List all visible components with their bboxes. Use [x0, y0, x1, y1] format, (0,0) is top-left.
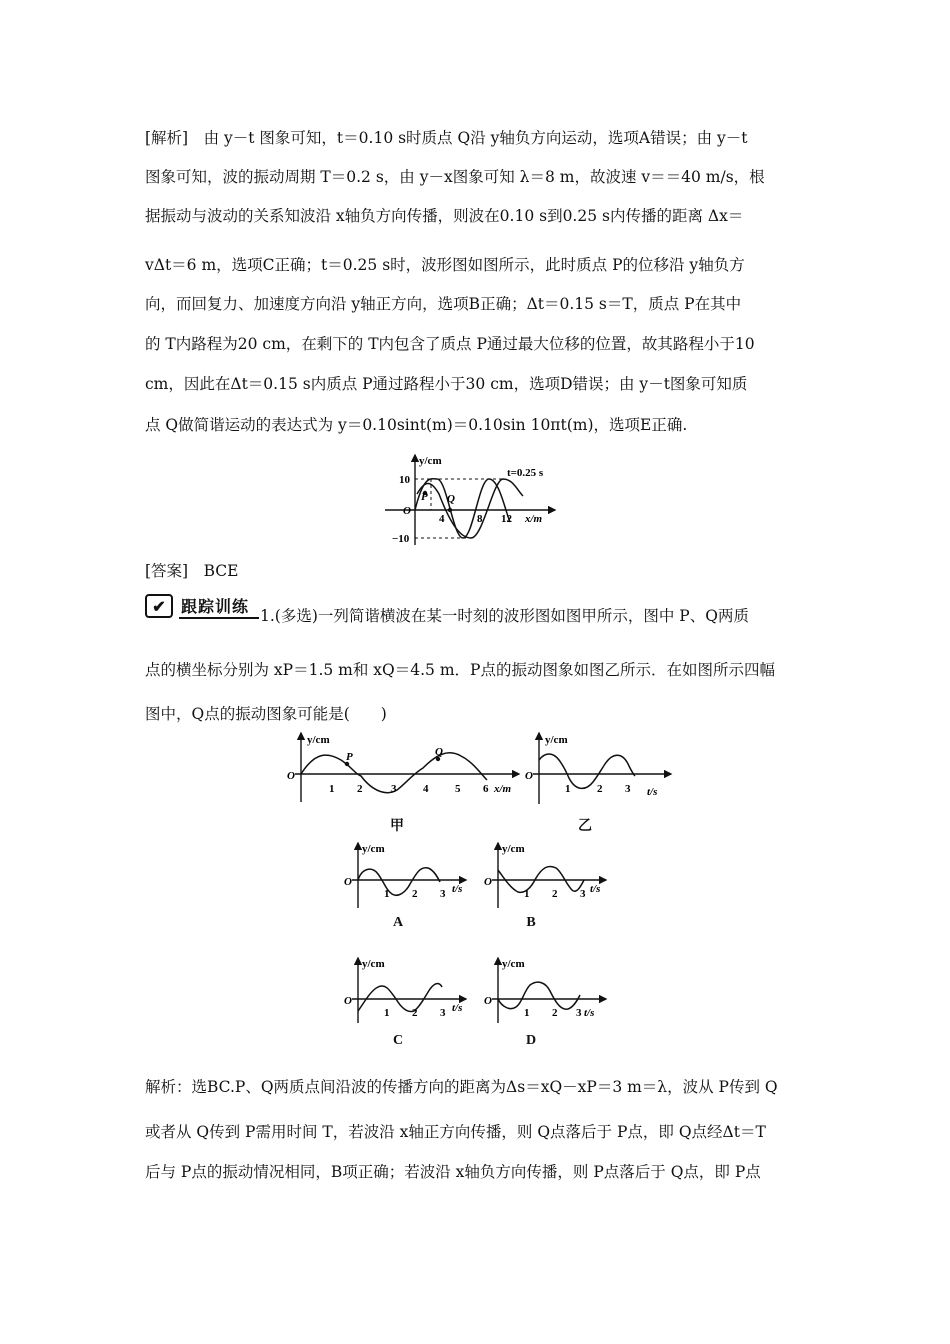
tick-label: 1	[384, 1007, 390, 1019]
option-b-caption: B	[526, 915, 536, 930]
x-axis-label: t/s	[452, 883, 463, 895]
y-axis-label: y/cm	[362, 958, 385, 970]
tick-label: 8	[477, 513, 483, 525]
tick-label: 3	[625, 783, 631, 795]
option-a-caption: A	[392, 915, 404, 930]
analysis-line: 据振动与波动的关系知波沿 x轴负方向传播，则波在0.10 s到0.25 s内传播的距离 Δx＝	[145, 207, 744, 225]
option-d-caption: D	[525, 1033, 537, 1048]
tick-label: 2	[597, 783, 603, 795]
x-axis-label: x/m	[494, 783, 512, 795]
x-axis-label: t/s	[590, 883, 601, 895]
vibration-curve	[539, 754, 635, 788]
origin-label: O	[403, 505, 411, 517]
analysis-line: cm，因此在Δt＝0.15 s内质点 P通过路程小于30 cm，选项D错误；由 y－t图象可知质	[145, 375, 748, 393]
solution-line: 解析：选BC.P、Q两质点间沿波的传播方向的距离为Δs＝xQ－xP＝3 m＝λ，波从 P传到 Q	[145, 1078, 778, 1096]
figure-yi-caption: 乙	[578, 819, 592, 834]
tick-label: 1	[329, 783, 335, 795]
y-axis-label: y/cm	[502, 843, 525, 855]
tick-label: 1	[384, 888, 390, 900]
origin-label: O	[525, 770, 533, 782]
tick-label: 2	[412, 888, 418, 900]
tick-label: 3	[580, 888, 586, 900]
analysis-line: 图象可知，波的振动周期 T＝0.2 s，由 y－x图象可知 λ＝8 m，故波速 v＝＝40 m/s，根	[145, 168, 765, 186]
analysis-line: 的 T内路程为20 cm，在剩下的 T内包含了质点 P通过最大位移的位置，故其路程小于10	[145, 335, 755, 353]
q-label: Q	[447, 493, 455, 505]
origin-label: O	[344, 995, 352, 1007]
x-axis-label: x/m	[525, 513, 543, 525]
tick-label: 6	[483, 783, 489, 795]
origin-label: O	[287, 770, 295, 782]
tick-label: 1	[524, 1007, 530, 1019]
tick-label: 2	[357, 783, 363, 795]
tick-label: 3	[440, 1007, 446, 1019]
tick-label: 3	[440, 888, 446, 900]
practice-badge	[145, 595, 259, 617]
y-axis-label: y/cm	[545, 734, 568, 746]
figure-yi	[525, 730, 675, 805]
option-a-graph	[340, 840, 470, 910]
time-label: t=0.25 s	[507, 467, 544, 479]
analysis-line: [解析] 由 y－t 图象可知，t＝0.10 s时质点 Q沿 y轴负方向运动，选项A错误；由 y－t	[145, 129, 748, 147]
x-axis-label: t/s	[584, 1007, 595, 1019]
p-label: P	[421, 491, 428, 503]
origin-label: O	[484, 995, 492, 1007]
q-label: Q	[435, 746, 443, 758]
y-top-label: 10	[399, 474, 410, 486]
y-axis-label: y/cm	[419, 455, 442, 467]
vibration-curve	[358, 868, 440, 896]
vibration-curve	[358, 984, 442, 1012]
solution-line: 后与 P点的振动情况相同，B项正确；若波沿 x轴负方向传播，则 P点落后于 Q点，即 P点	[145, 1163, 761, 1181]
option-d-graph	[480, 955, 610, 1025]
tick-label: 3	[576, 1007, 582, 1019]
tick-label: 4	[439, 513, 445, 525]
origin-label: O	[484, 876, 492, 888]
tick-label: 5	[455, 783, 461, 795]
figure-jia	[283, 730, 523, 805]
tick-label: 1	[565, 783, 571, 795]
checkmark-icon: ✔	[145, 594, 173, 618]
analysis-line: 向，而回复力、加速度方向沿 y轴正方向，选项B正确；Δt＝0.15 s＝T，质点 P在其中	[145, 295, 742, 313]
option-c-graph	[340, 955, 470, 1025]
tick-label: 2	[552, 888, 558, 900]
analysis-line: vΔt＝6 m，选项C正确；t＝0.25 s时，波形图如图所示，此时质点 P的位移沿 y轴负方	[145, 256, 745, 274]
y-axis-label: y/cm	[362, 843, 385, 855]
y-bottom-label: −10	[392, 533, 410, 545]
y-axis-label: y/cm	[502, 958, 525, 970]
question-line: 图中，Q点的振动图象可能是( )	[145, 705, 387, 723]
figure-jia-caption: 甲	[390, 819, 404, 834]
vibration-curve	[498, 982, 580, 1009]
p-label: P	[346, 751, 353, 763]
option-b-graph	[480, 840, 610, 910]
question-line: 1.(多选)一列简谐横波在某一时刻的波形图如图甲所示，图中 P、Q两质	[260, 607, 749, 625]
tick-label: 4	[423, 783, 429, 795]
badge-title: 跟踪训练	[179, 594, 259, 619]
wave-graph-t025	[365, 450, 575, 550]
tick-label: 1	[524, 888, 530, 900]
tick-label: 2	[552, 1007, 558, 1019]
y-axis-label: y/cm	[307, 734, 330, 746]
solution-line: 或者从 Q传到 P需用时间 T，若波沿 x轴正方向传播，则 Q点落后于 P点，即 Q点经Δt＝T	[145, 1123, 766, 1141]
question-line: 点的横坐标分别为 xP＝1.5 m和 xQ＝4.5 m．P点的振动图象如图乙所示．在如图所示四幅	[145, 661, 775, 679]
point-q	[448, 508, 452, 512]
tick-label: 2	[412, 1007, 418, 1019]
option-c-caption: C	[392, 1033, 404, 1048]
answer-line: [答案] BCE	[145, 562, 239, 580]
tick-label: 3	[391, 783, 397, 795]
x-axis-label: t/s	[647, 786, 658, 798]
tick-label: 12	[501, 513, 512, 525]
analysis-line: 点 Q做简谐运动的表达式为 y＝0.10sint(m)＝0.10sin 10πt(m)，选项E正确.	[145, 416, 688, 434]
x-axis-label: t/s	[452, 1002, 463, 1014]
origin-label: O	[344, 876, 352, 888]
